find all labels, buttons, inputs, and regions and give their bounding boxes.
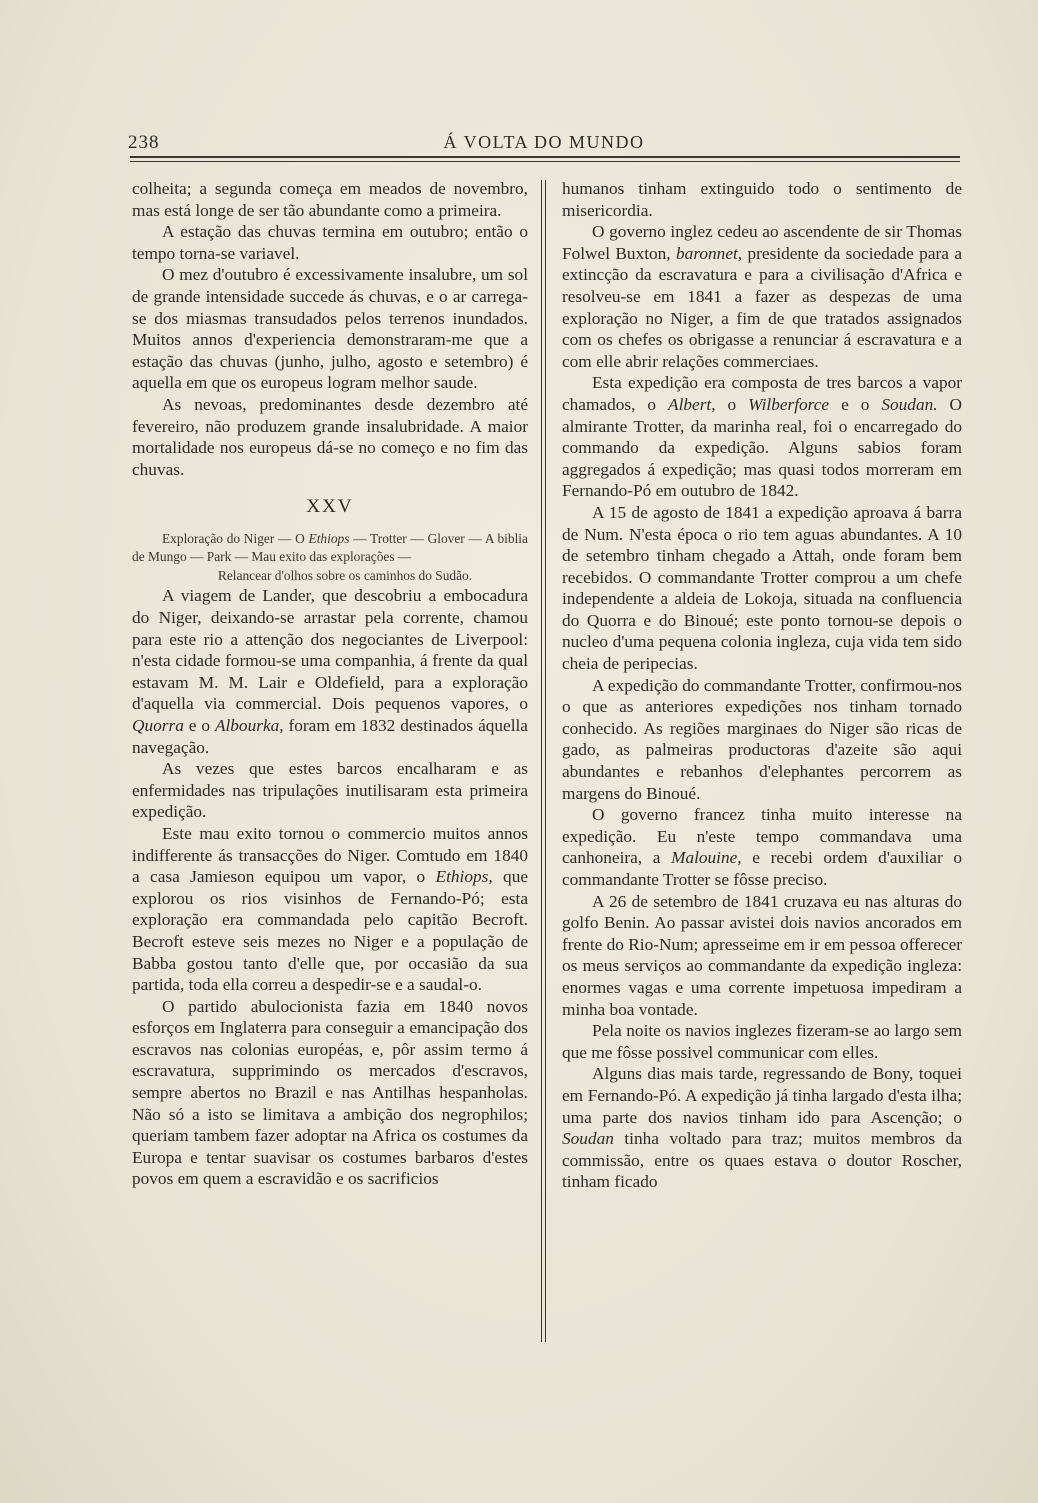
section-heading: XXV (306, 496, 354, 518)
paragraph (132, 585, 528, 758)
paragraph: humanos tinham extinguido todo o sentimento de misericordia. (562, 179, 962, 220)
ship-name: Quorra (132, 715, 184, 735)
paragraph: A 26 de setembro de 1841 cruzava eu nas alturas do golfo Benin. Ao passar avistei dois navios ancorados em frente do Rio-Num; apresseime em ir em pessoa offerecer os meus serviços ao commandante da expedição ingleza: enormes vagas e uma corrente impetuosa impediram a minha boa vontade. (562, 891, 962, 1019)
running-title: Á VOLTA DO MUNDO (443, 132, 645, 152)
paragraph: Pela noite os navios inglezes fizeram-se ao largo sem que me fôsse possivel communicar com elles. (562, 1021, 962, 1062)
left-column (132, 178, 528, 1190)
paragraph-text: o (727, 394, 737, 414)
ship-name: Soudan (562, 1129, 614, 1149)
paragraph: A 15 de agosto de 1841 a expedição aproava á barra de Num. N'esta época o rio tem aguas abundantes. A 10 de setembro tinham chegado a Attah, onde foram bem recebidos. O commandante Trotter comprou a um chefe independente a aldeia de Lokoja, situada na confluencia do Quorra e do Binoué; este ponto tornou-se depois o nucleo d'uma pequena colonia ingleza, cuja vida tem sido cheia de peripecias. (562, 502, 962, 674)
ship-name: Albourka, (214, 715, 284, 735)
paragraph: colheita; a segunda começa em meados de novembro, mas está longe de ser tão abundante como a primeira. (132, 179, 528, 220)
paragraph: A estação das chuvas termina em outubro; então o tempo torna-se variavel. (132, 222, 528, 263)
column-divider (541, 180, 546, 1342)
paragraph-text: O almirante Trotter, da marinha real, foi o encarregado do commando da expedição. Alguns sabios foram aggregados á expedição; mas quasi todos morreram em Fernando-Pó em outubro de 1842. (562, 394, 963, 501)
paragraph: A expedição do commandante Trotter, confirmou-nos o que as anteriores expedições nos tinham tornado conhecido. As regiões marginaes do Niger são ricas de gado, as palmeiras productoras d'azeite são aqui abundantes e rebanhos d'elephantes percorrem as margens do Binoué. (562, 675, 962, 803)
paragraph-text: O governo francez tinha muito interesse na expedição. Eu n'este tempo commandava uma canhoneira, a (562, 805, 962, 868)
ship-name: Ethiops, (435, 867, 493, 887)
paragraph-text: foram em 1832 destinados áquella navegação. (132, 715, 528, 757)
paragraph: As nevoas, predominantes desde dezembro até fevereiro, não produzem grande insalubridade. A maior mortalidade nos europeus dá-se no começo e no fim das chuvas. (132, 394, 528, 479)
paragraph: O mez d'outubro é excessivamente insalubre, um sol de grande intensidade succede ás chuvas, e o ar carrega-se dos miasmas transudados pelos terrenos inundados. Muitos annos d'experiencia demonstraram-me que a estação das chuvas (junho, julho, agosto e setembro) é aquella em que os europeus logram melhor saude. (132, 265, 528, 393)
page-header (128, 126, 960, 166)
paragraph-text: Este mau exito tornou o commercio muitos annos indifferente ás transacções do Niger. Comtudo em 1840 a casa Jamieson equipou um vapor, o (132, 823, 528, 887)
summary-text: Relancear d'olhos sobre os caminhos do Sudão. (217, 567, 473, 583)
page-number: 238 (128, 132, 160, 153)
summary-text: Exploração do Niger — O (162, 530, 305, 546)
ship-name: Soudan. (881, 394, 938, 414)
paragraph-text: que explorou os rios visinhos de Fernando-Pó; esta exploração era commandada pelo capitão Becroft. Becroft esteve seis mezes no Niger e a população de Babba gostou tanto d'elle que, por occasião da sua partida, toda ella correu a despedir-se e a saudal-o. (132, 867, 528, 995)
header-rule-thin (130, 161, 960, 162)
paragraph-text: Esta expedição era composta de tres barcos a vapor chamados, o (562, 373, 962, 414)
paragraph-text: e recebi ordem d'auxiliar o commandante Trotter se fôsse preciso. (562, 848, 962, 889)
paragraph-text: e o (841, 394, 870, 414)
paragraph-text: e o (188, 715, 211, 735)
paragraph (562, 804, 962, 890)
paragraph: O partido abulocionista fazia em 1840 novos esforços em Inglaterra para conseguir a emancipação dos escravos nas colonias européas, e, pôr assim termo á escravatura, supprimindo os mercados d'escravos, sempre abertos no Brazil e nas Antilhas hespanholas. Não só a isto se limitava a ambição dos negrophilos; queriam tambem fazer adoptar na Africa os costumes da Europa e tentar suavisar os costumes barbaros d'estes povos em quem a escravidão e os sacrificios (132, 996, 528, 1189)
paragraph-text: tinha voltado para traz; muitos membros da commissão, entre os quaes estava o doutor Roscher, tinham ficado (562, 1129, 962, 1192)
paragraph (132, 823, 528, 996)
paragraph-text: A viagem de Lander, que descobriu a embocadura do Niger, deixando-se arrastar pela corrente, chamou para este rio a attenção dos negociantes de Liverpool: n'esta cidade formou-se uma companhia, á frente da qual estavam M. M. Lair e Oldefield, para a exploração d'aquella via commercial. Dois pequenos vapores, o (132, 586, 528, 714)
ship-name: Malouine, (671, 848, 742, 868)
header-rule (130, 156, 960, 158)
paragraph-text: presidente da sociedade para a extincção da escravatura e para a civilisação d'Africa e resolveu-se em 1841 a fazer as despezas de uma exploração no Niger, a fim de que tratados assignados com os chefes os obrigasse a renunciar á escravatura e a com elle abrir relações commerciaes. (562, 243, 962, 371)
right-column (562, 178, 962, 1193)
ship-name: Ethiops (308, 530, 350, 546)
paragraph-text: Alguns dias mais tarde, regressando de Bony, toquei em Fernando-Pó. A expedição já tinha largado d'esta ilha; uma parte dos navios tinham ido para Ascenção; o (562, 1064, 962, 1127)
title-word: baronnet, (676, 243, 743, 263)
paragraph: As vezes que estes barcos encalharam e as enfermidades nas tripulações inutilisaram esta primeira expedição. (132, 759, 528, 822)
ship-name: Albert, (668, 394, 716, 414)
section-summary (132, 530, 528, 586)
ship-name: Wilberforce (748, 394, 830, 414)
paragraph (562, 221, 962, 372)
paragraph-text: O governo inglez cedeu ao ascendente de sir Thomas Folwel Buxton, (562, 222, 962, 263)
summary-text: — Trotter — Glover — A biblia de Mungo — Park — Mau exito das explorações — (132, 530, 528, 565)
paragraph (562, 1063, 962, 1193)
paragraph (562, 372, 962, 502)
